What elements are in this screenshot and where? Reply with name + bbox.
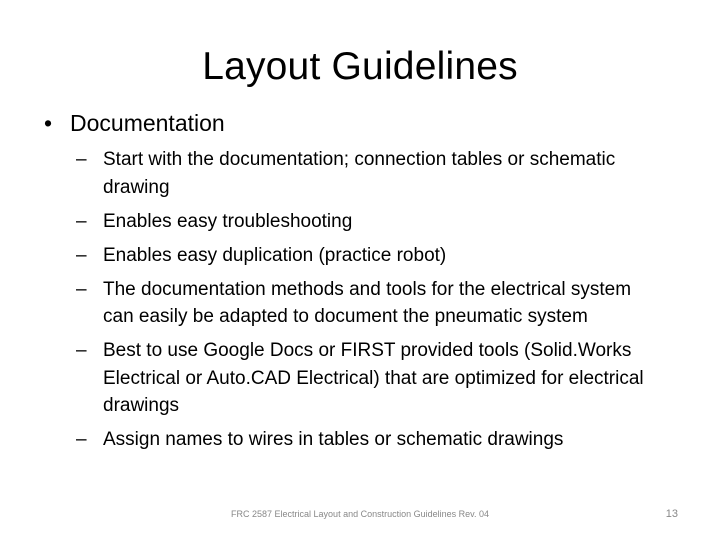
sub-bullet-text: Enables easy troubleshooting bbox=[103, 210, 353, 232]
sub-bullet-text: The documentation methods and tools for the electrical system can easily be adapted to document the pneumatic system bbox=[103, 278, 632, 327]
sub-bullet-item bbox=[76, 242, 656, 270]
sub-bullet-item bbox=[76, 276, 656, 331]
sub-bullet-item bbox=[76, 337, 656, 420]
sub-bullet-text: Assign names to wires in tables or schematic drawings bbox=[103, 429, 564, 450]
page-number: 13 bbox=[665, 508, 678, 520]
dash-icon: – bbox=[76, 278, 87, 300]
sub-bullet-item bbox=[76, 208, 656, 236]
dash-icon: – bbox=[76, 210, 87, 232]
sub-bullet-text: Start with the documentation; connection tables or schematic drawing bbox=[103, 149, 616, 198]
main-bullet-label: Documentation bbox=[70, 110, 225, 136]
sub-bullet-item bbox=[76, 146, 656, 201]
sub-bullet-text: Best to use Google Docs or FIRST provided tools (Solid.Works Electrical or Auto.CAD Electrical) that are optimized for electrical drawings bbox=[103, 340, 644, 416]
sub-bullet-list bbox=[76, 146, 656, 460]
dash-icon: – bbox=[76, 429, 87, 450]
dash-icon: – bbox=[76, 149, 87, 170]
dash-icon: – bbox=[76, 244, 87, 266]
slide-title: Layout Guidelines bbox=[202, 45, 518, 88]
sub-bullet-text: Enables easy duplication (practice robot) bbox=[103, 244, 447, 266]
slide-footer: FRC 2587 Electrical Layout and Construction Guidelines Rev. 04 bbox=[231, 509, 489, 519]
bullet-icon: • bbox=[44, 110, 53, 136]
dash-icon: – bbox=[76, 340, 87, 361]
sub-bullet-item bbox=[76, 426, 656, 454]
